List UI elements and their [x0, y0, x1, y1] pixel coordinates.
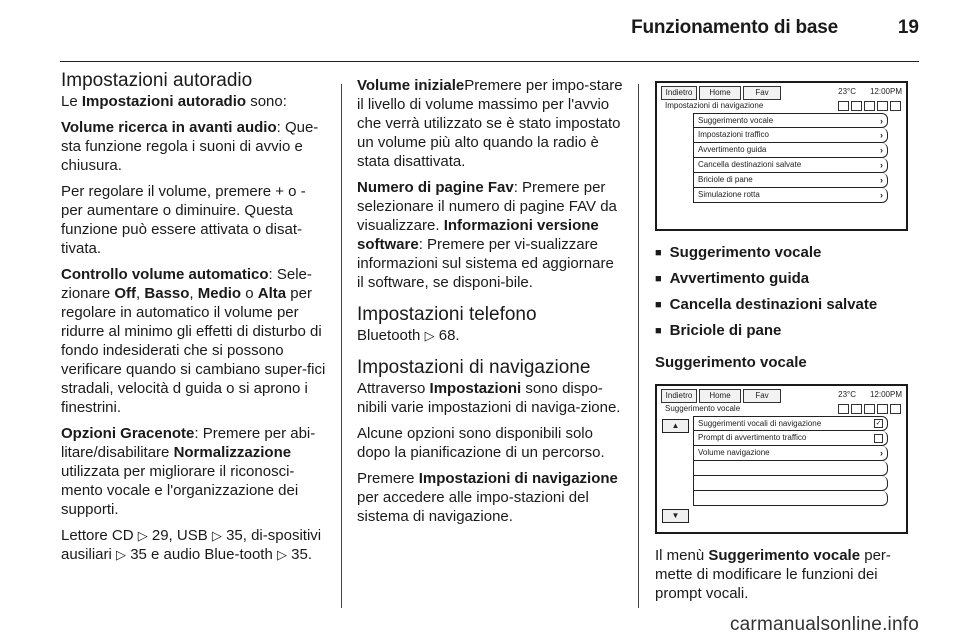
fav-tab[interactable]: Fav	[743, 389, 781, 403]
menu-item[interactable]: Impostazioni traffico ›	[693, 128, 888, 143]
status-icon	[877, 101, 888, 111]
page-ref-icon: ▷	[137, 528, 148, 543]
status-icon	[838, 101, 849, 111]
list-item: ■ Briciole di pane	[655, 321, 915, 341]
status-icon	[864, 404, 875, 414]
empty-row	[693, 491, 888, 506]
voice-prompt-screen	[655, 384, 908, 534]
menu-item[interactable]: Avvertimento guida ›	[693, 143, 888, 158]
scroll-down-button[interactable]: ▼	[662, 509, 689, 523]
page-ref-icon: ▷	[276, 547, 287, 562]
header-rule	[60, 61, 919, 62]
home-tab[interactable]: Home	[699, 86, 741, 100]
status-icons	[838, 101, 901, 111]
menu-item[interactable]: Suggerimento vocale ›	[693, 113, 888, 128]
scroll-up-button[interactable]: ▲	[662, 419, 689, 433]
chevron-right-icon: ›	[880, 130, 883, 140]
back-tab[interactable]: Indietro	[661, 86, 697, 100]
page-ref-icon: ▷	[424, 328, 435, 343]
paragraph: Controllo volume automatico: Sele-zionare Off, Basso, Medio o Alta per regolare in automatico il volume per ridurre al minimo gli effetti di disturbo di fondo indesiderati che si possono verificare quando si cambiano super-fici stradali, velocità d guida o si aprono i finestrini.	[61, 266, 326, 416]
subsection-heading: Suggerimento vocale	[655, 354, 807, 371]
column-divider	[341, 84, 342, 608]
nav-settings-screen	[655, 81, 908, 231]
section-heading: Impostazioni di navigazione	[357, 357, 591, 378]
chevron-right-icon: ›	[880, 448, 883, 458]
menu-item[interactable]: Cancella destinazioni salvate ›	[693, 158, 888, 173]
paragraph: Numero di pagine Fav: Premere per selezionare il numero di pagine FAV da visualizzare. Informazioni versione software: Premere per vi-sualizzare informazioni sul sistema ed aggiornare il software, se disponi-bile.	[357, 179, 617, 291]
paragraph: Bluetooth ▷ 68.	[357, 327, 460, 344]
empty-row	[693, 461, 888, 476]
section-heading: Impostazioni autoradio	[61, 70, 253, 91]
section-heading: Impostazioni telefono	[357, 304, 537, 325]
paragraph: Opzioni Gracenote: Premere per abi-litare/disabilitare Normalizzazione utilizzata per migliorare il riconosci-mento vocale e l'organizzazione dei supporti.	[61, 425, 316, 518]
paragraph: Le Impostazioni autoradio sono:	[61, 93, 287, 110]
menu-item[interactable]: Prompt di avvertimento traffico	[693, 431, 888, 446]
status-icon	[851, 101, 862, 111]
column-1	[61, 70, 327, 571]
screen-title: Suggerimento vocale	[665, 404, 741, 413]
list-item: ■ Cancella destinazioni salvate	[655, 295, 915, 315]
clock-readout: 12:00PM	[869, 87, 902, 96]
page-ref-icon: ▷	[211, 528, 222, 543]
watermark: carmanualsonline.info	[729, 614, 919, 635]
checkbox-icon[interactable]	[874, 434, 883, 443]
menu-list	[693, 113, 888, 203]
column-divider	[638, 84, 639, 608]
temperature-readout: 23°C	[838, 87, 856, 96]
status-icon	[838, 404, 849, 414]
paragraph: Il menù Suggerimento vocale per-mette di modificare le funzioni dei prompt vocali.	[655, 547, 891, 602]
status-icon	[877, 404, 888, 414]
chevron-right-icon: ›	[880, 160, 883, 170]
chevron-right-icon: ›	[880, 115, 883, 126]
paragraph: Volume ricerca in avanti audio: Que-sta funzione regola i suoni di avvio e chiusura.	[61, 119, 319, 174]
back-tab[interactable]: Indietro	[661, 389, 697, 403]
menu-item[interactable]: Suggerimenti vocali di navigazione ✓	[693, 416, 888, 431]
screen-title: Impostazioni di navigazione	[665, 101, 764, 110]
chevron-right-icon: ›	[880, 190, 883, 200]
menu-list	[693, 416, 888, 506]
option-list	[655, 243, 915, 341]
clock-readout: 12:00PM	[869, 390, 902, 399]
column-3	[655, 81, 915, 610]
checkbox-checked-icon[interactable]: ✓	[875, 420, 882, 427]
page-number: 19	[897, 17, 919, 38]
status-icon	[851, 404, 862, 414]
menu-item[interactable]: Volume navigazione ›	[693, 446, 888, 461]
paragraph: Premere Impostazioni di navigazione per accedere alle impo-stazioni del sistema di navigazione.	[357, 470, 618, 525]
empty-row	[693, 476, 888, 491]
list-item: ■ Avvertimento guida	[655, 269, 915, 289]
page-ref-icon: ▷	[116, 547, 127, 562]
status-icon	[890, 404, 901, 414]
header-title: Funzionamento di base	[631, 17, 838, 38]
fav-tab[interactable]: Fav	[743, 86, 781, 100]
paragraph: Volume inizialePremere per impo-stare il livello di volume massimo per l'avvio che verrà utilizzato se è stato impostato un volume più alto quando la radio è stata disattivata.	[357, 77, 623, 170]
paragraph: Per regolare il volume, premere + o - per aumentare o diminuire. Questa funzione può essere attivata o disat-tivata.	[61, 183, 306, 257]
paragraph: Alcune opzioni sono disponibili solo dopo la pianificazione di un percorso.	[357, 425, 605, 461]
status-icon	[864, 101, 875, 111]
column-2	[357, 76, 623, 533]
paragraph: Attraverso Impostazioni sono dispo-nibili varie impostazioni di naviga-zione.	[357, 380, 621, 416]
chevron-right-icon: ›	[880, 175, 883, 185]
temperature-readout: 23°C	[838, 390, 856, 399]
menu-item[interactable]: Simulazione rotta ›	[693, 188, 888, 203]
paragraph: Lettore CD ▷ 29, USB ▷ 35, di-spositivi ausiliari ▷ 35 e audio Blue-tooth ▷ 35.	[61, 527, 322, 563]
home-tab[interactable]: Home	[699, 389, 741, 403]
status-icon	[890, 101, 901, 111]
menu-item[interactable]: Briciole di pane ›	[693, 173, 888, 188]
status-icons	[838, 404, 901, 414]
chevron-right-icon: ›	[880, 145, 883, 155]
list-item: ■ Suggerimento vocale	[655, 243, 915, 263]
